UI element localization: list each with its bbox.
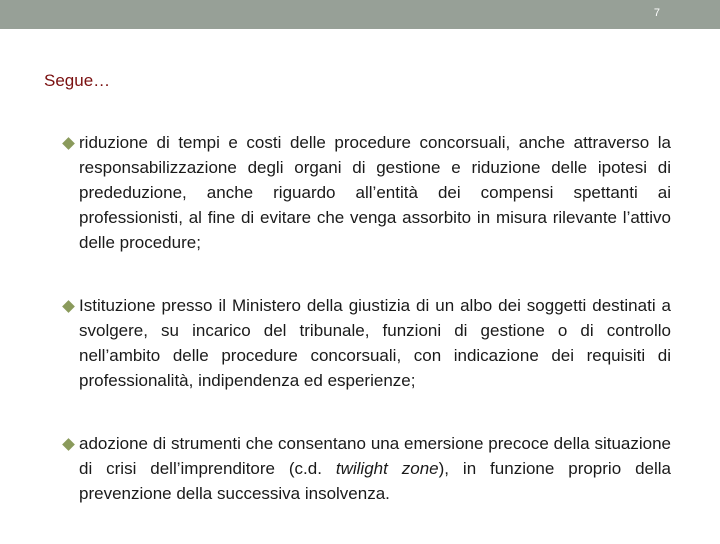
slide-number: 7: [653, 7, 660, 19]
diamond-bullet-icon: [62, 438, 75, 451]
diamond-bullet-icon: [62, 137, 75, 150]
bullet-list: [62, 130, 671, 544]
bullet-item: [62, 293, 671, 393]
bullet-text: riduzione di tempi e costi delle procedure concorsuali, anche attraverso la responsabilizzazione degli organi di gestione e riduzione delle ipotesi di prededuzione, anche riguardo all’entità dei compensi spettanti ai professionisti, al fine di evitare che venga assorbito in misura rilevante l’attivo delle procedure;: [79, 133, 671, 252]
bullet-text: Istituzione presso il Ministero della giustizia di un albo dei soggetti destinati a svolgere, su incarico del tribunale, funzioni di gestione o di controllo nell’ambito delle procedure concorsuali, con indicazione dei requisiti di professionalità, indipendenza ed esperienze;: [79, 296, 671, 390]
slide-title: Segue…: [44, 71, 111, 90]
bullet-item: [62, 130, 671, 255]
bullet-item: [62, 431, 671, 506]
diamond-bullet-icon: [62, 300, 75, 313]
bullet-text-part: adozione di strumenti che consentano una emersione precoce della situazione di crisi dell’imprenditore (c.d.: [79, 434, 671, 478]
header-bar: [0, 0, 720, 29]
bullet-text-part: ), in funzione proprio della prevenzione della successiva insolvenza.: [79, 459, 671, 503]
bullet-text-emphasis: twilight zone: [335, 459, 439, 478]
bullet-text: [79, 434, 671, 503]
